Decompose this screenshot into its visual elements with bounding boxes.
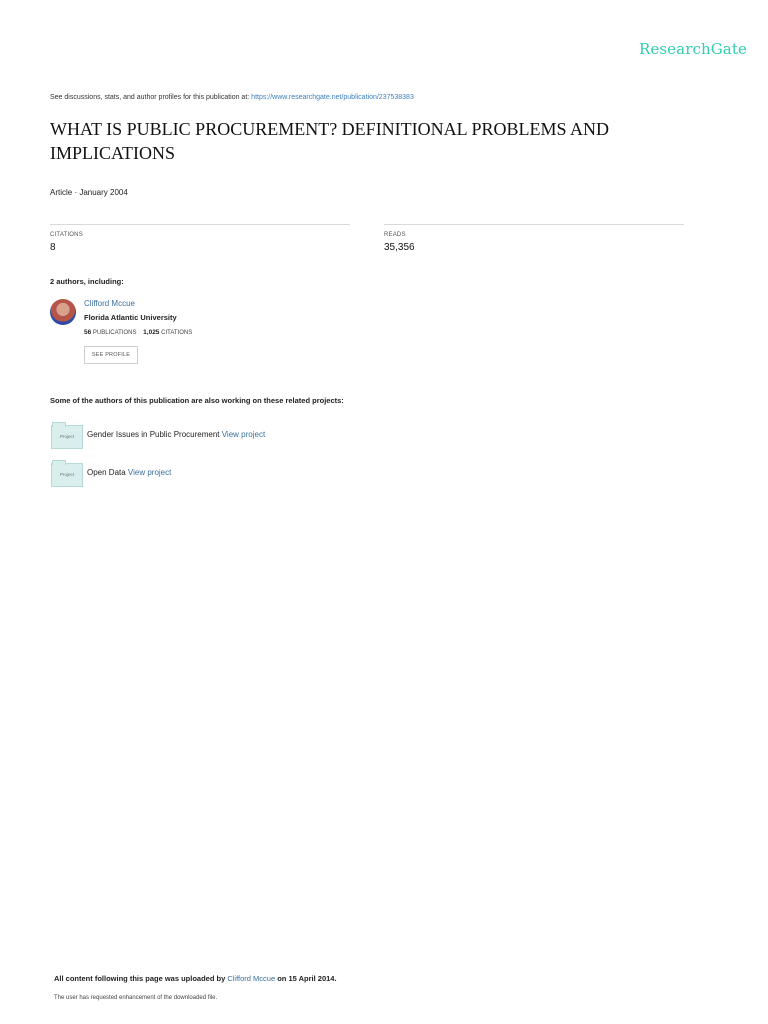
uploader-link[interactable]: Clifford Mccue xyxy=(227,974,276,983)
researchgate-logo[interactable]: ResearchGate xyxy=(639,40,747,58)
authors-heading: 2 authors, including: xyxy=(50,277,124,286)
reads-value: 35,356 xyxy=(384,242,415,253)
discussions-line xyxy=(50,94,414,101)
view-project-link[interactable]: View project xyxy=(221,430,266,439)
publication-url-link[interactable]: https://www.researchgate.net/publication/237538383 xyxy=(251,94,414,101)
reads-label: READS xyxy=(384,232,406,238)
project-name: Gender Issues in Public Procurement xyxy=(87,430,222,439)
upload-note xyxy=(54,974,337,983)
project-item xyxy=(87,468,171,477)
citations-value: 8 xyxy=(50,242,56,253)
project-item xyxy=(87,430,265,439)
publications-count: 56 xyxy=(84,329,92,336)
author-stats xyxy=(84,329,192,336)
discussions-text: See discussions, stats, and author profiles for this publication at: xyxy=(50,94,252,101)
view-project-link[interactable]: View project xyxy=(127,468,172,477)
author-name-link[interactable]: Clifford Mccue xyxy=(84,299,135,308)
project-name: Open Data xyxy=(87,468,128,477)
projects-heading: Some of the authors of this publication are also working on these related projects: xyxy=(50,396,344,405)
enhancement-note: The user has requested enhancement of the downloaded file. xyxy=(54,995,218,1001)
author-avatar[interactable] xyxy=(50,299,76,325)
see-profile-button[interactable]: SEE PROFILE xyxy=(84,346,138,364)
publication-meta: Article · January 2004 xyxy=(50,188,128,197)
citations-label: CITATIONS xyxy=(50,232,83,238)
reads-divider xyxy=(384,224,684,225)
project-folder-icon[interactable]: Project xyxy=(51,463,83,487)
project-folder-icon[interactable]: Project xyxy=(51,425,83,449)
author-citations-count: 1,025 xyxy=(143,329,160,336)
publication-title: WHAT IS PUBLIC PROCUREMENT? DEFINITIONAL PROBLEMS AND IMPLICATIONS xyxy=(50,119,610,163)
author-affiliation: Florida Atlantic University xyxy=(84,313,177,322)
author-citations-label: CITATIONS xyxy=(161,330,193,336)
upload-prefix: All content following this page was uploaded by xyxy=(54,974,228,983)
upload-suffix: on 15 April 2014. xyxy=(275,974,337,983)
citations-divider xyxy=(50,224,350,225)
publications-label: PUBLICATIONS xyxy=(92,330,137,336)
